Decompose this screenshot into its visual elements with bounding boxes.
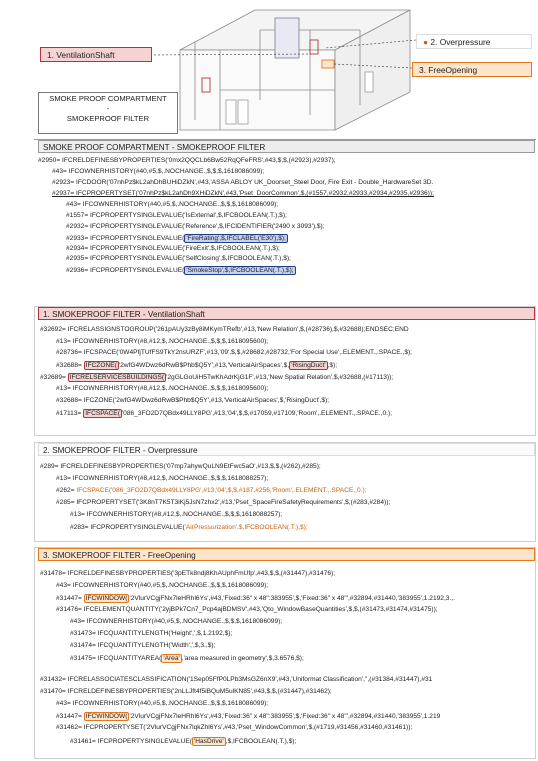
section-compartment-title: SMOKE PROOF COMPARTMENT - SMOKEPROOF FILTER	[43, 143, 266, 152]
code-line: #31474= IFCQUANTITYLENGTH('Width',',$,3.,$);	[70, 642, 216, 649]
highlight-fire-rating: 'FireRating',$,IFCLABEL('E30'),$);	[186, 235, 286, 242]
code-line: #289= IFCRELDEFINESBYPROPERTIES('07mp7ahywQuLN9EtFwc5aO',#13,$,$,(#262),#285);	[40, 463, 321, 470]
code-text: #2933= IFCPROPERTYSINGLEVALUE(	[66, 235, 185, 242]
code-text: #32688=	[56, 362, 84, 369]
highlight-ifczone: IFCZONE(	[85, 362, 117, 369]
building-3d-illustration	[150, 0, 440, 140]
code-line: #43= IFCOWNERHISTORY(#40,#5,$,.NOCHANGE.,$,$,$,1618086099);	[52, 168, 265, 175]
code-line: #1557= IFCPROPERTYSINGLEVALUE('IsExternal',$,IFCBOOLEAN(.T.),$);	[66, 212, 287, 219]
code-line	[56, 712, 534, 721]
code-text: #262=	[56, 487, 77, 494]
section-free-opening-title: 3. SMOKEPROOF FILTER - FreeOpening	[43, 551, 196, 560]
highlight-rising-duct: 'RisingDuct'	[291, 362, 326, 369]
code-line	[66, 266, 296, 275]
code-line: #2923= IFCDOOR('07nhPz$kL2ahDhBUHiDZkN',#43,'ASSA ABLOY UK_Doorset_Steel Door, Fire Exit - Double_HardwareSet 3D.	[52, 179, 434, 186]
tag-free-opening-label: 3. FreeOpening	[419, 65, 478, 75]
compartment-label-line2: -	[106, 104, 110, 113]
highlight-ifcspace: IFCSPACE(	[85, 410, 120, 417]
code-line	[56, 409, 392, 418]
section-free-opening-header	[38, 548, 535, 561]
code-text: #2936= IFCPROPERTYSINGLEVALUE(	[66, 267, 185, 274]
code-text: #32689=	[40, 374, 68, 381]
section-overpressure-title: 2. SMOKEPROOF FILTER - Overpressure	[43, 446, 198, 455]
code-line: #13= IFCOWNERHISTORY(#8,#12,$,.NOCHANGE.,$,$,$,1618088257);	[56, 475, 269, 482]
code-line	[70, 737, 296, 746]
code-line: #13= IFCOWNERHISTORY(#8,#12,$,.NOCHANGE.,$,$,$,1618095600);	[56, 385, 269, 392]
code-text: ,'area measured in geometry',$,3.6576,$);	[181, 655, 304, 662]
code-line: #31473= IFCQUANTITYLENGTH('Height',',$,1.2192,$);	[70, 630, 233, 637]
code-text: #31447=	[56, 595, 84, 602]
highlight-ifcrelservicesbuildings: IFCRELSERVICESBUILDINGS(	[69, 374, 165, 381]
code-line: #28736= IFCSPACE('0W4PfjTUfFS9TkY2nsURZF',#13,'09',$,$,#28682,#28732,'For Special Use',.ELEMENT.,.SPACE.,$);	[56, 349, 413, 356]
code-text: #17113=	[56, 410, 84, 417]
code-text: #31475= IFCQUANTITYAREA(	[70, 655, 162, 662]
highlight-smoke-stop: 'SmokeStop',$,IFCBOOLEAN(.T.),$);	[186, 267, 294, 274]
tag-overpressure	[416, 34, 532, 49]
highlight-has-drive: 'HasDrive'	[193, 738, 224, 745]
code-text: '2gGLGoUiH5TwKhAdrKjG1F',#13,'New Spatial Relation',$,#32688,(#17113));	[166, 374, 394, 381]
code-line: #43= IFCOWNERHISTORY(#40,#5,$,.NOCHANGE.,$,$,$,1618086099);	[56, 582, 269, 589]
highlight-air-pressurization: 'AirPressurization',$,IFCBOOLEAN(.T.),$);	[184, 524, 308, 531]
section-overpressure-header	[38, 443, 535, 456]
code-line: #31478= IFCRELDEFINESBYPROPERTIES('3pETk8ndj8KhAUphFmUfp',#43,$,$,(#31447),#31476);	[40, 570, 336, 577]
code-text: #31461= IFCPROPERTYSINGLEVALUE(	[70, 738, 192, 745]
code-line: #31476= IFCELEMENTQUANTITY('2yjBPk7Cn7_Pcp4ajBDMSV',#43,'Qto_WindowBaseQuantities',$,$,(#31473,#31474,#31475));	[56, 606, 438, 613]
compartment-label-box	[38, 92, 178, 134]
section-ventilation-shaft-header	[38, 307, 535, 320]
code-line	[66, 234, 288, 243]
code-line: #13= IFCOWNERHISTORY(#8,#12,$,.NOCHANGE.,$,$,$,1618088257);	[70, 511, 283, 518]
code-text: ,$);	[327, 362, 338, 369]
compartment-label-line3: SMOKEPROOF FILTER	[66, 114, 150, 123]
code-line	[56, 361, 337, 370]
code-line: #43= IFCOWNERHISTORY(#40,#5,$,.NOCHANGE.,$,$,$,1618086099);	[70, 618, 283, 625]
highlight-ifcwindow: IFCWINDOW(	[85, 713, 128, 720]
code-line: #2937= IFCPROPERTYSET('07nhPz$kL2ahDh9XHiDZkN',#43,'Pset_DoorCommon',$,(#1557,#2932,#2933,#2934,#2935,#2936));	[52, 190, 434, 197]
section-ventilation-shaft-title: 1. SMOKEPROOF FILTER - VentilationShaft	[43, 310, 205, 319]
code-text: '086_3FO2D7QBdx49LLY8PG',#13,'04',$,$,#17059,#17109,'Room',.ELEMENT.,.SPACE.,0.);	[121, 410, 393, 417]
code-line: #2935= IFCPROPERTYSINGLEVALUE('SelfClosing',$,IFCBOOLEAN(.T.),$);	[66, 255, 291, 262]
code-line	[70, 654, 304, 663]
tag-ventilation-shaft	[40, 47, 152, 62]
code-line	[56, 487, 367, 495]
section-compartment-header	[38, 140, 535, 153]
code-line	[40, 373, 393, 382]
code-line: #2934= IFCPROPERTYSINGLEVALUE('FireExit',$,IFCBOOLEAN(.T.),$);	[66, 245, 280, 252]
code-line: #31470= IFCRELDEFINESBYPROPERTIES('2nLLJft4f5iBQuM5ulKN85',#43,$,$,(#31447),#31462);	[40, 688, 332, 695]
compartment-label-line1: SMOKE PROOF COMPARTMENT	[49, 94, 167, 103]
code-line	[70, 524, 308, 532]
code-line: #31432= IFCRELASSOCIATESCLASSIFICATION('1Sep05FfP0LPb3MsGZ6nX9',#43,'Uniformat Classification','',(#31384,#31447),#31	[40, 676, 433, 683]
code-text: '2wfG4WDwz6dRwB$Phb$Q5Y',#13,'VerticalAirSpaces',$,	[118, 362, 290, 369]
code-text: '2VlurVCgjFNx7leHRhl6Ys',#43,'Fixed:36" x 48":383955',$,'Fixed:36" x 48"',#32894,#31440,'383955',1.2192,3.,.	[129, 595, 455, 602]
highlight-ifcspace-text: IFCSPACE('086_3FO2D7QBdx49LLY8PG',#13,'04',$,$,#187,#256,'Room',.ELEMENT.,.SPACE.,0.);	[76, 487, 367, 494]
code-line: #43= IFCOWNERHISTORY(#40,#5,$,.NOCHANGE.,$,$,$,1618086099);	[56, 700, 269, 707]
code-line	[56, 594, 534, 603]
code-line: #285= IFCPROPERTYSET('3K8nT7K5T3iKj5JsN7zhx2',#13,'Pset_SpaceFireSafetyRequirements',$,(#283,#284));	[56, 499, 391, 506]
code-text: '2VlurVCgjFNx7leHRhl6Ys',#43,'Fixed:36" x 48":383955',$,'Fixed:36" x 48"',#32894,#31440,'383955',1.219	[129, 713, 441, 720]
code-line: #43= IFCOWNERHISTORY(#40,#5,$,.NOCHANGE.,$,$,$,1618086099);	[66, 201, 279, 208]
code-line: #32692= IFCRELASSIGNSTOGROUP('261pAUy3zBy8iMKymTRefb',#13,'New Relation',$,(#28736),$,#32688);ENDSEC;END	[40, 326, 409, 333]
code-text: #31447=	[56, 713, 84, 720]
code-line: #13= IFCOWNERHISTORY(#8,#12,$,.NOCHANGE.,$,$,$,1618095600);	[56, 338, 269, 345]
code-line: #2932= IFCPROPERTYSINGLEVALUE('Reference',$,IFCIDENTIFIER('2490 x 3093'),$);	[66, 223, 325, 230]
bullet-dot-icon: ●	[423, 37, 429, 47]
code-text: ,$,IFCBOOLEAN(.T.),$);	[225, 738, 297, 745]
tag-ventilation-shaft-label: 1. VentilationShaft	[47, 50, 115, 60]
highlight-area: 'Area'	[163, 655, 180, 662]
tag-overpressure-label: 2. Overpressure	[430, 37, 491, 47]
code-line: #2950= IFCRELDEFINESBYPROPERTIES('0mx2QQCLb6Bw52RqQFeFRS',#43,$,$,(#2923),#2937);	[38, 157, 336, 164]
code-text: #283= IFCPROPERTYSINGLEVALUE(	[70, 524, 185, 531]
code-line: #32688= IFCZONE('2wfG4WDwz6dRwB$Phb$Q5Y',#13,'VerticalAirSpaces',$,'RisingDuct',$);	[56, 397, 330, 404]
highlight-ifcwindow: IFCWINDOW(	[85, 595, 128, 602]
code-line: #31462= IFCPROPERTYSET('2VlurVCgjFNx7lqkZhl6Ys',#43,'Pset_WindowCommon',$,(#1719,#31456,#31460,#31461));	[56, 724, 413, 731]
tag-free-opening	[412, 62, 532, 77]
